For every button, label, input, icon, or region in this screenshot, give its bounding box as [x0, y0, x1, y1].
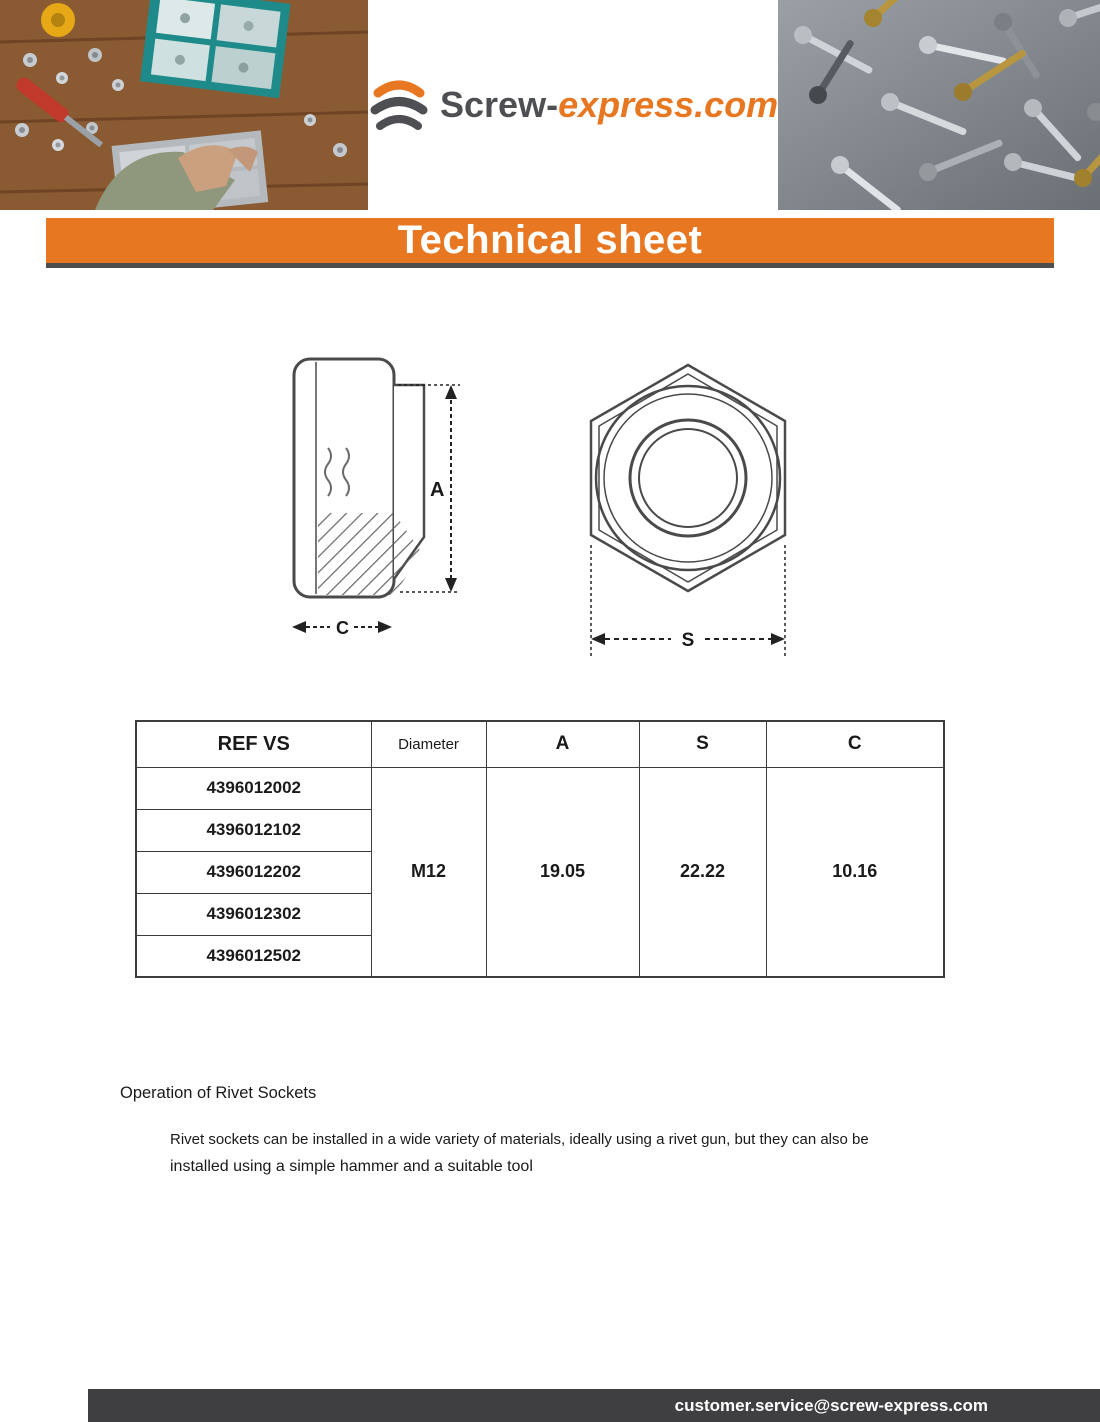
header-s: S [639, 721, 766, 767]
dimension-label-c: C [335, 618, 349, 638]
dimension-label-a: A [429, 479, 444, 501]
nut-side-view-diagram [288, 353, 478, 658]
header-c: C [766, 721, 944, 767]
customer-service-email: customer.service@screw-express.com [674, 1395, 988, 1415]
brand-swoosh-icon [368, 76, 430, 134]
ref-cell: 4396012302 [136, 893, 371, 935]
brand-name-prefix: Screw- [440, 84, 559, 125]
banner-title: Technical sheet [397, 218, 703, 262]
paragraph-line-1: Rivet sockets can be installed in a wide variety of materials, ideally using a rivet gun, but they can also be [170, 1131, 869, 1148]
ref-cell: 4396012102 [136, 809, 371, 851]
dimension-diagrams [0, 353, 1100, 665]
header-diameter: Diameter [371, 721, 486, 767]
header-a: A [486, 721, 639, 767]
dimension-label-s: S [681, 630, 694, 651]
spec-table [135, 720, 945, 978]
nut-front-view-diagram [563, 353, 813, 665]
workbench-photo-art [0, 0, 368, 210]
spec-table-wrap [135, 720, 1100, 978]
table-header-row [136, 721, 944, 767]
technical-sheet-banner [46, 218, 1054, 268]
section-title: Operation of Rivet Sockets [120, 1084, 317, 1102]
paragraph-line-2: installed using a simple hammer and a suitable tool [170, 1158, 533, 1176]
header-ref-vs: REF VS [136, 721, 371, 767]
header-photo-screws [778, 0, 1100, 210]
operation-paragraph [170, 1127, 930, 1181]
diameter-cell: M12 [371, 767, 486, 977]
brand-name [440, 84, 778, 126]
a-value-cell: 19.05 [486, 767, 639, 977]
ref-cell: 4396012002 [136, 767, 371, 809]
screws-photo-art [778, 0, 1100, 210]
footer-bar [88, 1389, 1100, 1422]
ref-cell: 4396012202 [136, 851, 371, 893]
s-value-cell: 22.22 [639, 767, 766, 977]
table-row [136, 767, 944, 809]
brand-name-suffix: express.com [558, 84, 779, 125]
logo-area [368, 0, 778, 210]
ref-cell: 4396012502 [136, 935, 371, 977]
header [0, 0, 1100, 210]
c-value-cell: 10.16 [766, 767, 944, 977]
header-photo-workbench [0, 0, 368, 210]
